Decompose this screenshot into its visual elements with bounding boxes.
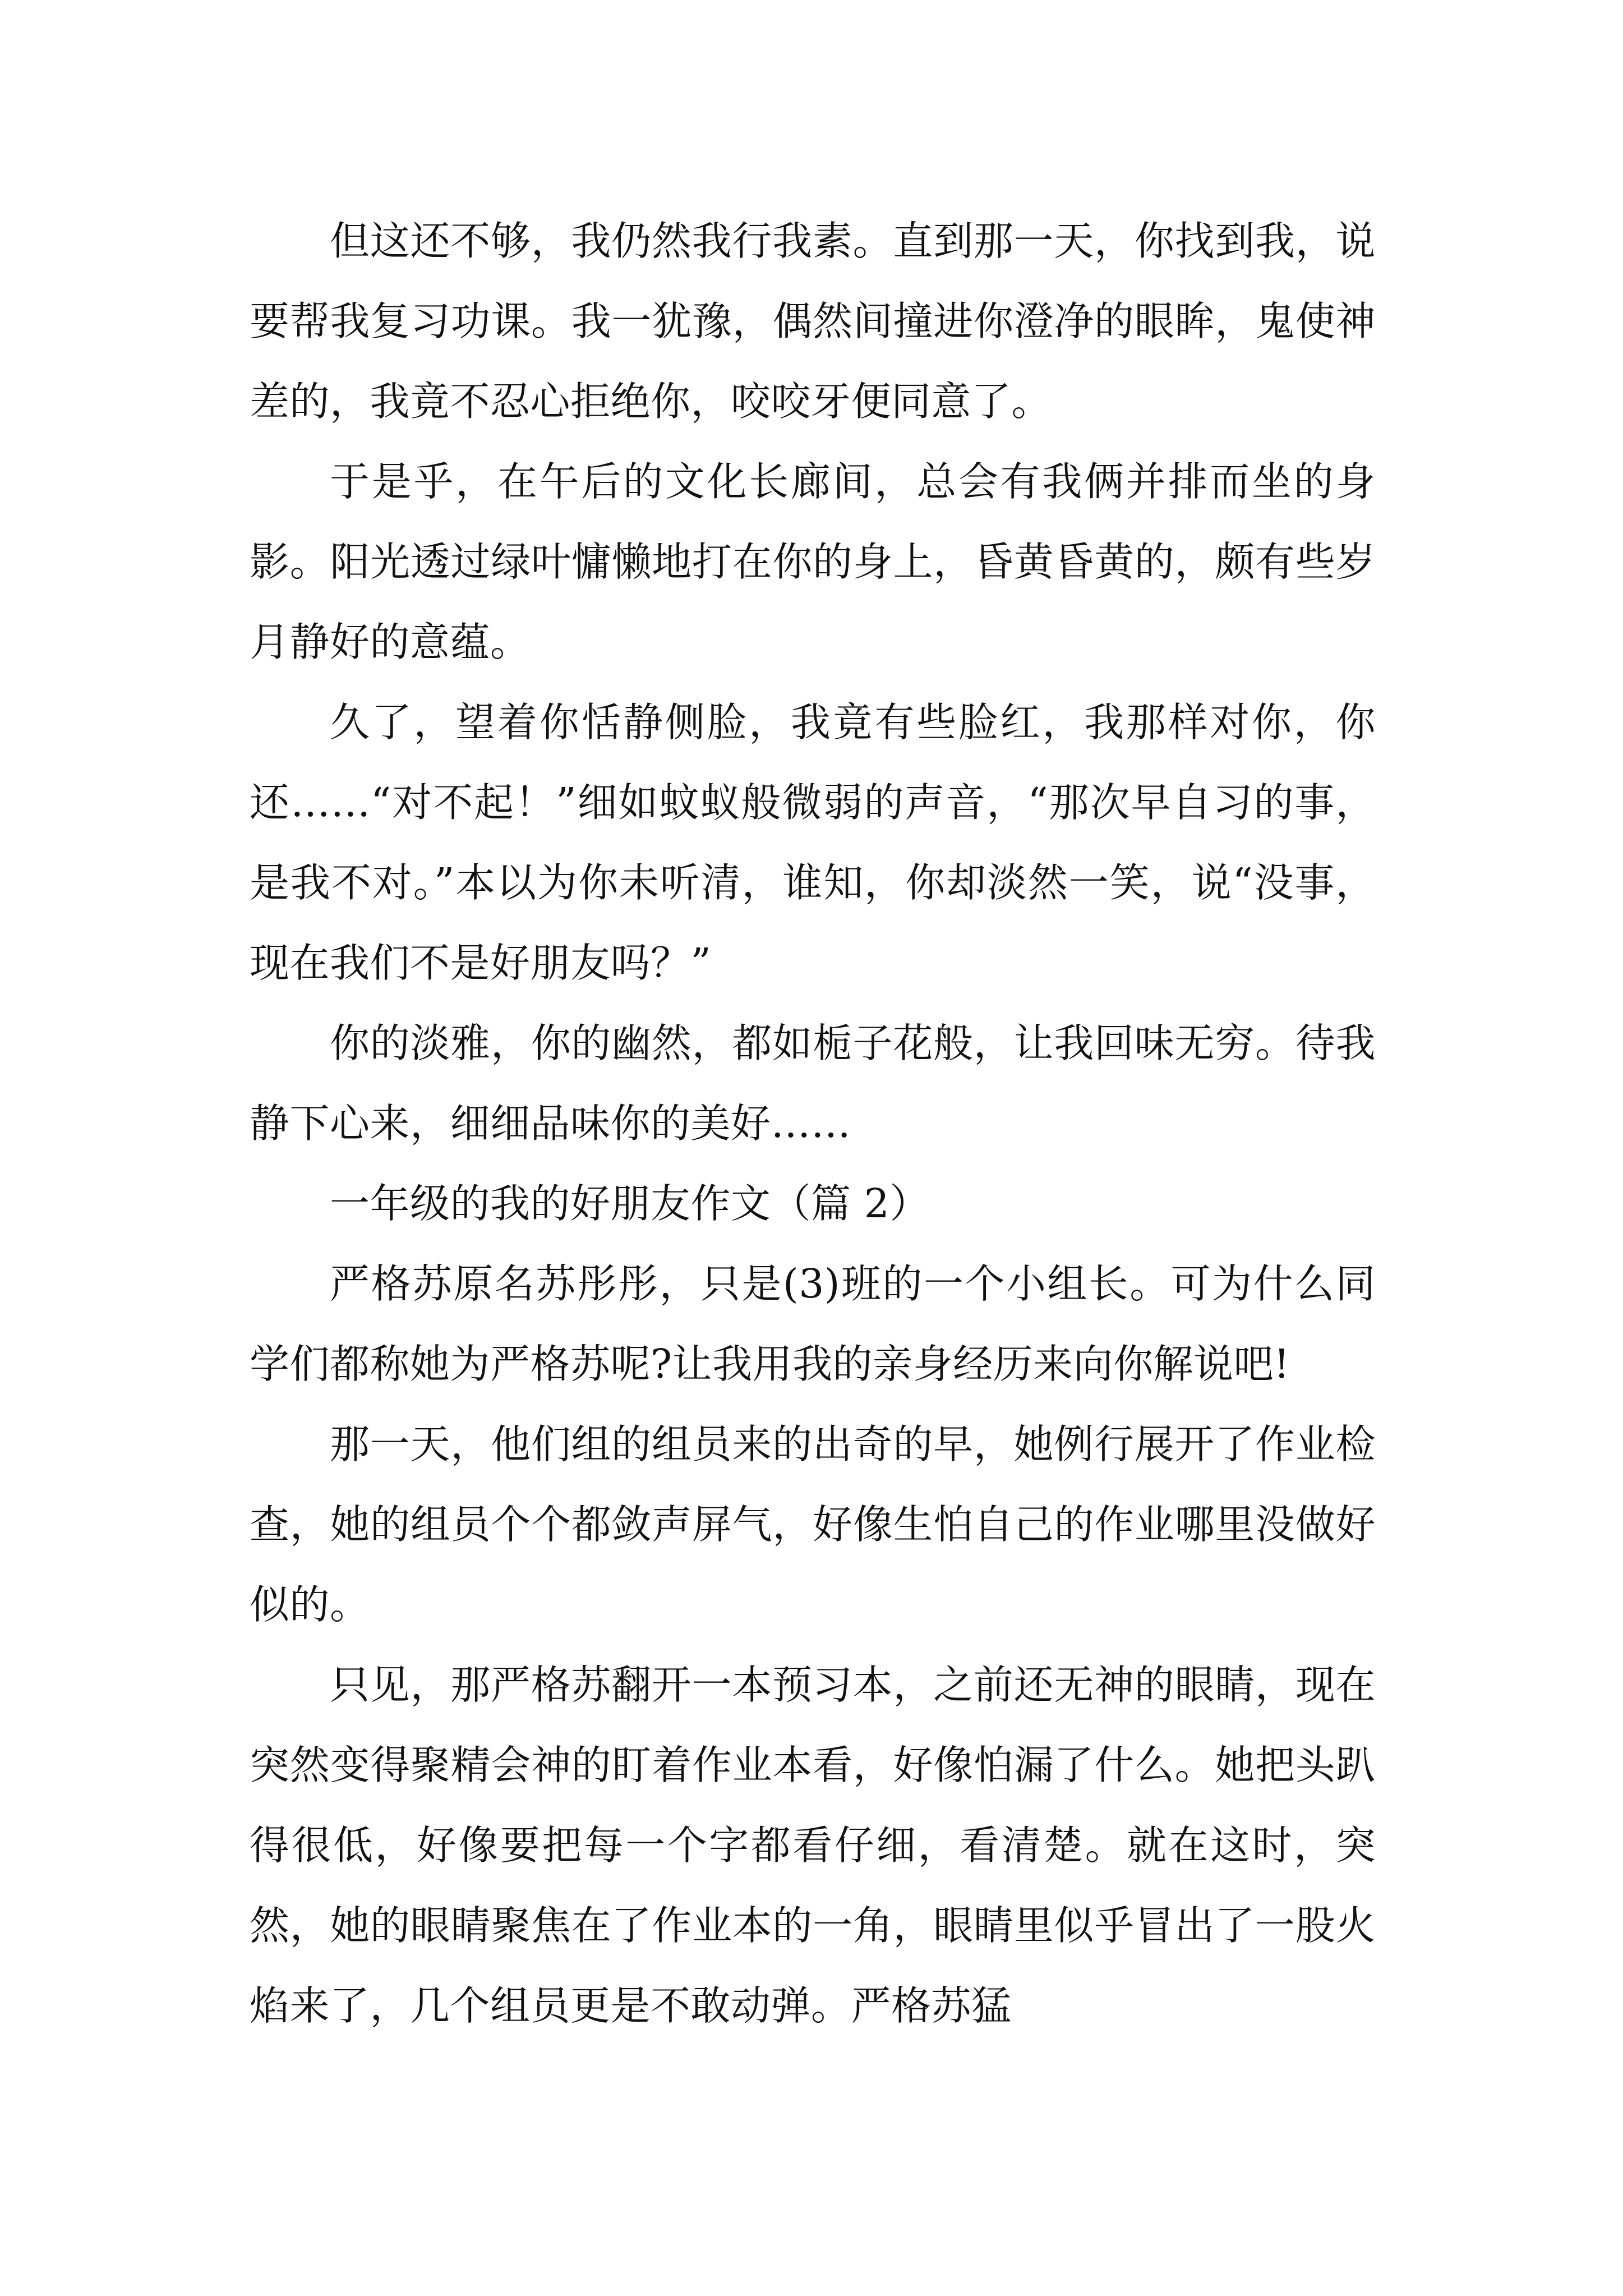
paragraph: 久了，望着你恬静侧脸，我竟有些脸红，我那样对你，你还……“对不起！”细如蚊蚁般微弱的声音，“那次早自习的事，是我不对。”本以为你未听清，谁知，你却淡然一笑，说“没事，现在我们不是好朋友吗？” bbox=[250, 699, 1376, 986]
paragraph: 严格苏原名苏彤彤，只是(3)班的一个小组长。可为什么同学们都称她为严格苏呢?让我用我的亲身经历来向你解说吧! bbox=[250, 1260, 1376, 1387]
paragraph: 那一天，他们组的组员来的出奇的早，她例行展开了作业检查，她的组员个个都敛声屏气，好像生怕自己的作业哪里没做好似的。 bbox=[250, 1421, 1376, 1628]
paragraph: 你的淡雅，你的幽然，都如栀子花般，让我回味无穷。待我静下心来，细细品味你的美好…… bbox=[250, 1020, 1376, 1147]
paragraph: 于是乎，在午后的文化长廊间，总会有我俩并排而坐的身影。阳光透过绿叶慵懒地打在你的身上，昏黄昏黄的，颇有些岁月静好的意蕴。 bbox=[250, 458, 1376, 665]
paragraph: 但这还不够，我仍然我行我素。直到那一天，你找到我，说要帮我复习功课。我一犹豫，偶然间撞进你澄净的眼眸，鬼使神差的，我竟不忍心拒绝你，咬咬牙便同意了。 bbox=[250, 218, 1376, 425]
paragraph: 只见，那严格苏翻开一本预习本，之前还无神的眼睛，现在突然变得聚精会神的盯着作业本看，好像怕漏了什么。她把头趴得很低，好像要把每一个字都看仔细，看清楚。就在这时，突然，她的眼睛聚焦在了作业本的一角，眼睛里似乎冒出了一股火焰来了，几个组员更是不敢动弹。严格苏猛 bbox=[250, 1662, 1376, 2029]
section-heading: 一年级的我的好朋友作文（篇 2） bbox=[330, 1180, 930, 1227]
document-body bbox=[250, 201, 1376, 2046]
